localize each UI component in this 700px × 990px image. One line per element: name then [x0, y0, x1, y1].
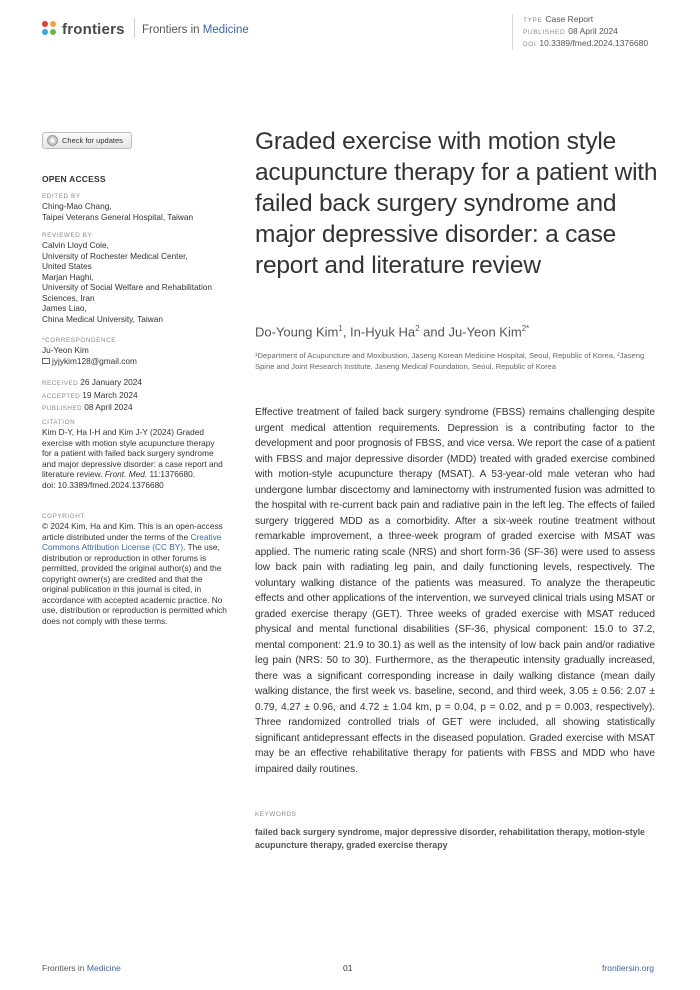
author-list: Do-Young Kim$^1$, In-Hyuk Ha$^2$ and Ju-Yeon Kim$^{2*}$: [255, 324, 530, 340]
license-link[interactable]: Creative Commons Attribution License (CC BY): [42, 531, 222, 552]
reviewer-line: Sciences, Iran: [42, 292, 95, 303]
logo-text: frontiers: [62, 20, 125, 38]
check-updates-icon: [47, 135, 58, 146]
citation: CITATION Kim D-Y, Ha I-H and Kim J-Y (2024) Graded exercise with motion style acupuncture therapy for a patient with failed back surgery syndrome and major depressive disorder: a case report and literature review. Front. Med. 11:1376680. doi: 10.3389/fmed.2024.1376680: [42, 418, 226, 490]
footer-site-link[interactable]: frontiersin.org: [602, 963, 654, 973]
reviewer-line: Marjan Haghi,: [42, 271, 94, 282]
correspondence-name: Ju-Yeon Kim: [42, 345, 89, 355]
reviewer-line: Calvin Lloyd Cole,: [42, 240, 109, 250]
meta-published: PUBLISHED 08 April 2024: [523, 26, 618, 36]
frontiers-logo-icon: [42, 21, 58, 37]
keywords-heading: KEYWORDS: [255, 811, 297, 818]
page-number: 01: [343, 963, 353, 973]
article-title: Graded exercise with motion style acupuncture therapy for a patient with failed back surgery syndrome and major depressive disorder: a case report and literature review: [255, 128, 658, 279]
received-date: RECEIVED 26 January 2024: [42, 377, 143, 387]
reviewer-line: James Liao,: [42, 303, 87, 313]
copyright-text: © 2024 Kim, Ha and Kim. This is an open-access article distributed under the terms of the Creative Commons Attribution License (CC BY). The use, distribution or reproduction in other forums is permitted, provided the original author(s) and the copyright owner(s) are credited and that the original publication in this journal is cited, in accordance with accepted academic practice. No use, distribution or reproduction is permitted which does not comply with these terms.: [42, 521, 227, 626]
header-divider: [134, 18, 135, 38]
journal-subject: Medicine: [202, 24, 249, 36]
author-name[interactable]: Do-Young Kim: [255, 324, 339, 340]
check-for-updates-button[interactable]: Check for updates: [42, 132, 132, 149]
reviewer-line: China Medical University, Taiwan: [42, 313, 163, 324]
editor-name: Ching-Mao Chang,: [42, 201, 112, 211]
correspondence: *CORRESPONDENCE Ju-Yeon Kim jyjykim128@gmail.com: [42, 336, 232, 366]
correspondence-email[interactable]: jyjykim128@gmail.com: [42, 356, 232, 367]
author-name[interactable]: Ju-Yeon Kim: [448, 324, 522, 340]
journal-prefix: Frontiers in: [142, 24, 200, 36]
published-date: PUBLISHED 08 April 2024: [42, 402, 133, 412]
meta-type: TYPE Case Report: [523, 14, 594, 24]
reviewer-line: University of Social Welfare and Rehabilitation: [42, 282, 213, 292]
article-dates: [42, 377, 232, 415]
affiliations: ¹Department of Acupuncture and Moxibustion, Jaseng Korean Medicine Hospital, Seoul, Republic of Korea, ²Jaseng Spine and Joint Research Institute, Jaseng Medical Foundation, Seoul, Republic of Korea: [255, 351, 645, 371]
open-access-label: OPEN ACCESS: [42, 174, 106, 184]
reviewer-line: University of Rochester Medical Center,: [42, 250, 188, 261]
citation-doi[interactable]: doi: 10.3389/fmed.2024.1376680: [42, 479, 164, 490]
article-meta: [512, 14, 693, 50]
footer-journal[interactable]: Frontiers in Medicine: [42, 963, 121, 973]
abstract: Effective treatment of failed back surgery syndrome (FBSS) remains challenging despite urgent medical attention requirements. Depression is a contributing factor to the development and poor prognosis of FBSS, and vice versa. We report the case of a patient with FBSS and major depressive disorder (MDD) treated with graded exercise combined with motion-style acupuncture therapy (MSAT). A 53-year-old male veteran who had undergone lumbar discectomy and laminectomy with instrumented fusion was admitted to the hospital with re-current back pain and radiative pain in the left leg. The effects of failed surgery triggered MDD as a comorbidity. After a six-week routine treatment without remarkable improvement, a three-week program of graded exercise with MSAT was applied. The numeric rating scale (NRS) and short form-36 (SF-36) were used to assess low back pain with radiating leg pain, and daily functioning levels, respectively. The voluntary walking distance of the patients was measured. To analyze the therapeutic effects and other applications of the intervention, we surveyed clinical trials using MSAT or graded exercise therapy (GET). Three weeks of graded exercise with MSAT reduced physical and mental functional disabilities (SF-36, physical component: 15.0 to 37.2, mental component: 21.9 to 30.1) as well as the intensity of low back pain and/or radiative leg pain (NRS: 50 to 30). Furthermore, as the therapeutic intensity gradually increased, there was a significant corresponding increase in daily walking distance (mean daily walking distance, the first week vs. baseline, second, and third week, 3.05 ± 0.56: 2.07 ± 0.79, 4.27 ± 0.96, and 4.72 ± 1.04 km, p = 0.04, p = 0.02, and p = 0.003, respectively). Three randomized controlled trials of GET were included, all showing statistically significant antidepressant effects in the diseased population. Graded exercise with MSAT may be an effective rehabilitative therapy for patients with FBSS and MDD who have impaired daily routines.: [255, 407, 655, 775]
journal-name[interactable]: [142, 24, 249, 36]
reviewed-by: REVIEWED BY Calvin Lloyd Cole, University of Rochester Medical Center, United States Marjan Haghi, University of Social Welfare and Rehabilitation Sciences, Iran James Liao, China Medical University, Taiwan: [42, 231, 232, 324]
mail-icon: [42, 358, 50, 364]
copyright: COPYRIGHT © 2024 Kim, Ha and Kim. This is an open-access article distributed under the terms of the Creative Commons Attribution License (CC BY). The use, distribution or reproduction in other forums is permitted, provided the original author(s) and the copyright owner(s) are credited and that the original publication in this journal is cited, in accordance with accepted academic practice. No use, distribution or reproduction is permitted which does not comply with these terms.: [42, 513, 227, 626]
citation-text: Kim D-Y, Ha I-H and Kim J-Y (2024) Graded exercise with motion style acupuncture therapy for a patient with failed back surgery syndrome and major depressive disorder: a case report and literature review. Front. Med. 11:1376680.: [42, 427, 223, 479]
editor-affiliation: Taipei Veterans General Hospital, Taiwan: [42, 211, 194, 222]
keywords: failed back surgery syndrome, major depressive disorder, rehabilitation therapy, motion-style acupuncture therapy, graded exercise therapy: [255, 827, 645, 850]
meta-doi[interactable]: DOI 10.3389/fmed.2024.1376680: [523, 38, 649, 48]
reviewer-line: United States: [42, 261, 92, 271]
frontiers-logo[interactable]: [42, 20, 125, 38]
accepted-date: ACCEPTED 19 March 2024: [42, 389, 138, 400]
author-name[interactable]: In-Hyuk Ha: [350, 324, 416, 340]
edited-by: EDITED BY Ching-Mao Chang, Taipei Veterans General Hospital, Taiwan: [42, 192, 232, 222]
